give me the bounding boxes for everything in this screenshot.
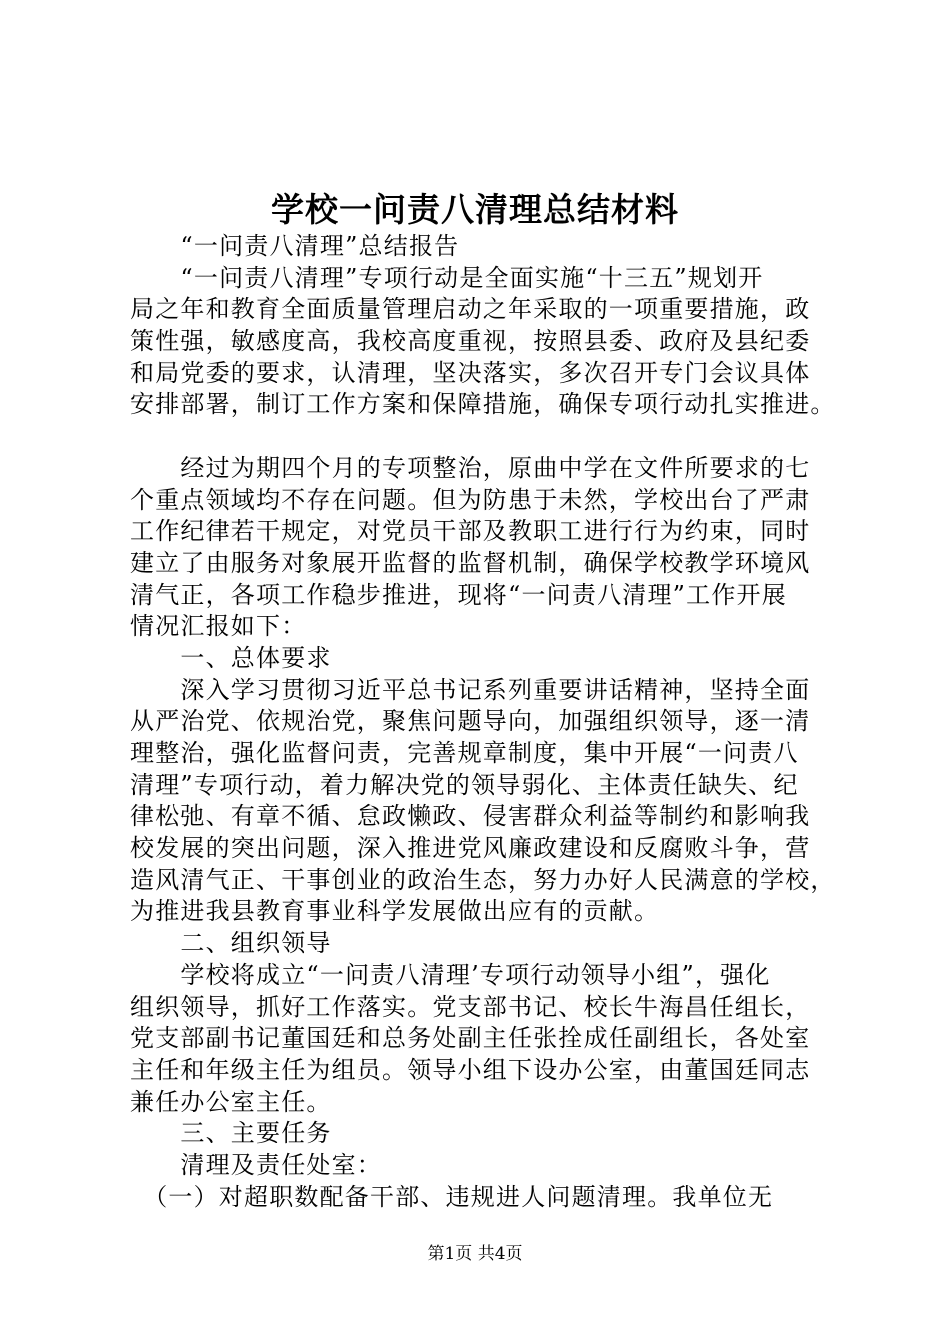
body-text-line: 组织领导，抓好工作落实。党支部书记、校长牛海昌任组长， — [130, 992, 811, 1021]
body-text-line: 建立了由服务对象展开监督的监督机制，确保学校教学环境风 — [130, 548, 811, 577]
body-text-line: “一问责八清理”总结报告 — [130, 232, 460, 260]
body-text-line: 安排部署，制订工作方案和保障措施，确保专项行动扎实推进。 — [130, 390, 836, 419]
body-text-line: 局之年和教育全面质量管理启动之年采取的一项重要措施，政 — [130, 295, 811, 324]
body-text-line: 和局党委的要求，认清理，坚决落实，多次召开专门会议具体 — [130, 358, 811, 387]
page-footer: 第1页 共4页 — [427, 1244, 523, 1264]
body-text-line: 主任和年级主任为组员。领导小组下设办公室，由董国廷同志 — [130, 1055, 811, 1084]
body-text-line: 从严治党、依规治党，聚焦问题导向，加强组织领导，逐一清 — [130, 707, 811, 736]
body-text-line: 策性强，敏感度高，我校高度重视，按照县委、政府及县纪委 — [130, 327, 811, 356]
document-body — [130, 231, 845, 1213]
body-text-line: 工作纪律若干规定，对党员干部及教职工进行行为约束，同时 — [130, 517, 811, 546]
body-text-line: 清理”专项行动，着力解决党的领导弱化、主体责任缺失、纪 — [130, 770, 799, 799]
body-text-line: 二、组织领导 — [130, 929, 332, 958]
body-text-line: 造风清气正、干事创业的政治生态，努力办好人民满意的学校， — [130, 865, 836, 894]
body-text-line: 一、总体要求 — [130, 643, 332, 672]
paragraph-gap — [130, 421, 845, 453]
body-text-line: 党支部副书记董国廷和总务处副主任张拴成任副组长，各处室 — [130, 1024, 811, 1053]
body-text-line: 理整治，强化监督问责，完善规章制度，集中开展“一问责八 — [130, 739, 799, 767]
body-text-line: 为推进我县教育事业科学发展做出应有的贡献。 — [130, 897, 660, 926]
document-title: 学校一问责八清理总结材料 — [271, 190, 679, 229]
body-text-line: 经过为期四个月的专项整治，原曲中学在文件所要求的七 — [130, 453, 811, 482]
body-text-line: 清理及责任处室： — [130, 1150, 382, 1179]
body-text-line: “一问责八清理”专项行动是全面实施“十三五”规划开 — [130, 263, 764, 292]
body-text-line: 深入学习贯彻习近平总书记系列重要讲话精神，坚持全面 — [130, 675, 811, 704]
body-text-line: 清气正，各项工作稳步推进，现将“一问责八清理”工作开展 — [130, 580, 787, 609]
body-text-line: 情况汇报如下： — [130, 612, 307, 641]
body-text-line: 学校将成立“一问责八清理’专项行动领导小组”，强化 — [130, 960, 771, 989]
body-text-line: 三、主要任务 — [130, 1119, 332, 1148]
body-text-line: 校发展的突出问题，深入推进党风廉政建设和反腐败斗争，营 — [130, 834, 811, 863]
body-text-line: （一）对超职数配备干部、违规进人问题清理。我单位无 — [130, 1182, 774, 1211]
body-text-line: 律松弛、有章不循、怠政懒政、侵害群众利益等制约和影响我 — [130, 802, 811, 831]
body-text-line: 兼任办公室主任。 — [130, 1087, 332, 1116]
body-text-line: 个重点领域均不存在问题。但为防患于未然，学校出台了严肃 — [130, 485, 811, 514]
